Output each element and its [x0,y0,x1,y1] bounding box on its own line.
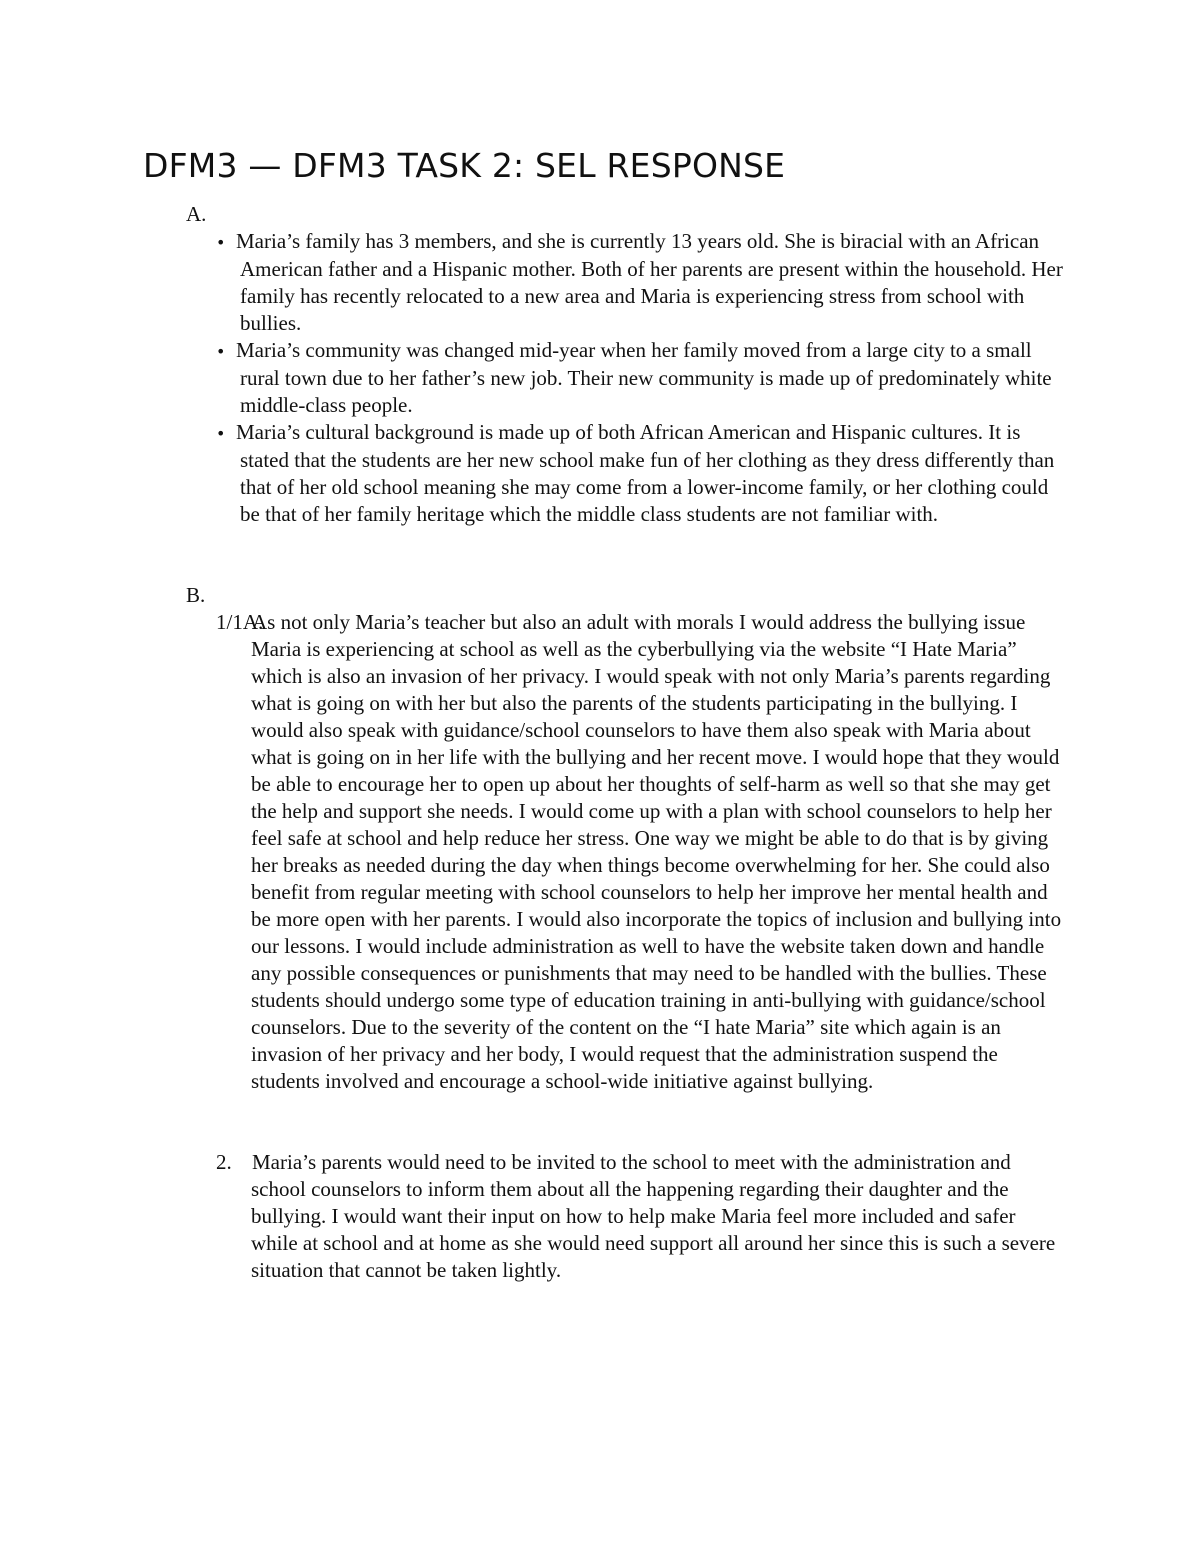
list-item [186,228,1064,337]
bullet-text: Maria’s community was changed mid-year when her family moved from a large city to a small rural town due to her father’s new job. Their new community is made up of predominately white middle-class people. [236,338,1052,417]
bullet-icon: • [216,233,226,252]
numbered-paragraph [186,609,1062,1095]
section-b [186,582,1066,1284]
list-item [186,337,1064,419]
section-a [186,201,1066,528]
bullet-icon: • [216,342,226,361]
paragraph-text: Maria’s parents would need to be invited to the school to meet with the administration and school counselors to inform them about all the happening regarding their daughter and the bullying. I would want their input on how to help make Maria feel more included and safer while at school and at home as she would need support all around her since this is such a severe situation that cannot be taken lightly. [251,1150,1056,1282]
section-b-label: B. [186,583,206,607]
paragraph-number: 1/1A. [216,610,264,634]
bullet-text: Maria’s cultural background is made up of both African American and Hispanic cultures. It is stated that the students are her new school make fun of her clothing as they dress differently than that of her old school meaning she may come from a lower-income family, or her clothing could be that of her family heritage which the middle class students are not familiar with. [236,420,1055,526]
paragraph-text: As not only Maria’s teacher but also an adult with morals I would address the bullying issue Maria is experiencing at school as well as the cyberbullying via the website “I Hate Maria” which is also an invasion of her privacy. I would speak with not only Maria’s parents regarding what is going on with her but also the parents of the students participating in the bullying. I would also speak with guidance/school counselors to have them also speak with Maria about what is going on in her life with the bullying and her recent move. I would hope that they would be able to encourage her to open up about her thoughts of self-harm as well so that she may get the help and support she needs. I would come up with a plan with school counselors to help her feel safe at school and help reduce her stress. One way we might be able to do that is by giving her breaks as needed during the day when things become overwhelming for her. She could also benefit from regular meeting with school counselors to help her improve her mental health and be more open with her parents. I would also incorporate the topics of inclusion and bullying into our lessons. I would include administration as well to have the website taken down and handle any possible consequences or punishments that may need to be handled with the bullies. These students should undergo some type of education training in anti-bullying with guidance/school counselors. Due to the severity of the content on the “I hate Maria” site which again is an invasion of her privacy and her body, I would request that the administration suspend the students involved and encourage a school-wide initiative against bullying. [251,610,1062,1093]
bullet-icon: • [216,424,226,443]
section-a-bullet-list [186,228,1066,528]
list-item [186,419,1064,528]
numbered-paragraph [186,1149,1062,1284]
section-a-label: A. [186,202,207,226]
bullet-text: Maria’s family has 3 members, and she is currently 13 years old. She is biracial with an African American father and a Hispanic mother. Both of her parents are present within the household. Her family has recently relocated to a new area and Maria is experiencing stress from school with bullies. [236,229,1063,335]
paragraph-number: 2. [216,1150,232,1174]
document-title: DFM3 — DFM3 TASK 2: SEL RESPONSE [143,146,786,185]
